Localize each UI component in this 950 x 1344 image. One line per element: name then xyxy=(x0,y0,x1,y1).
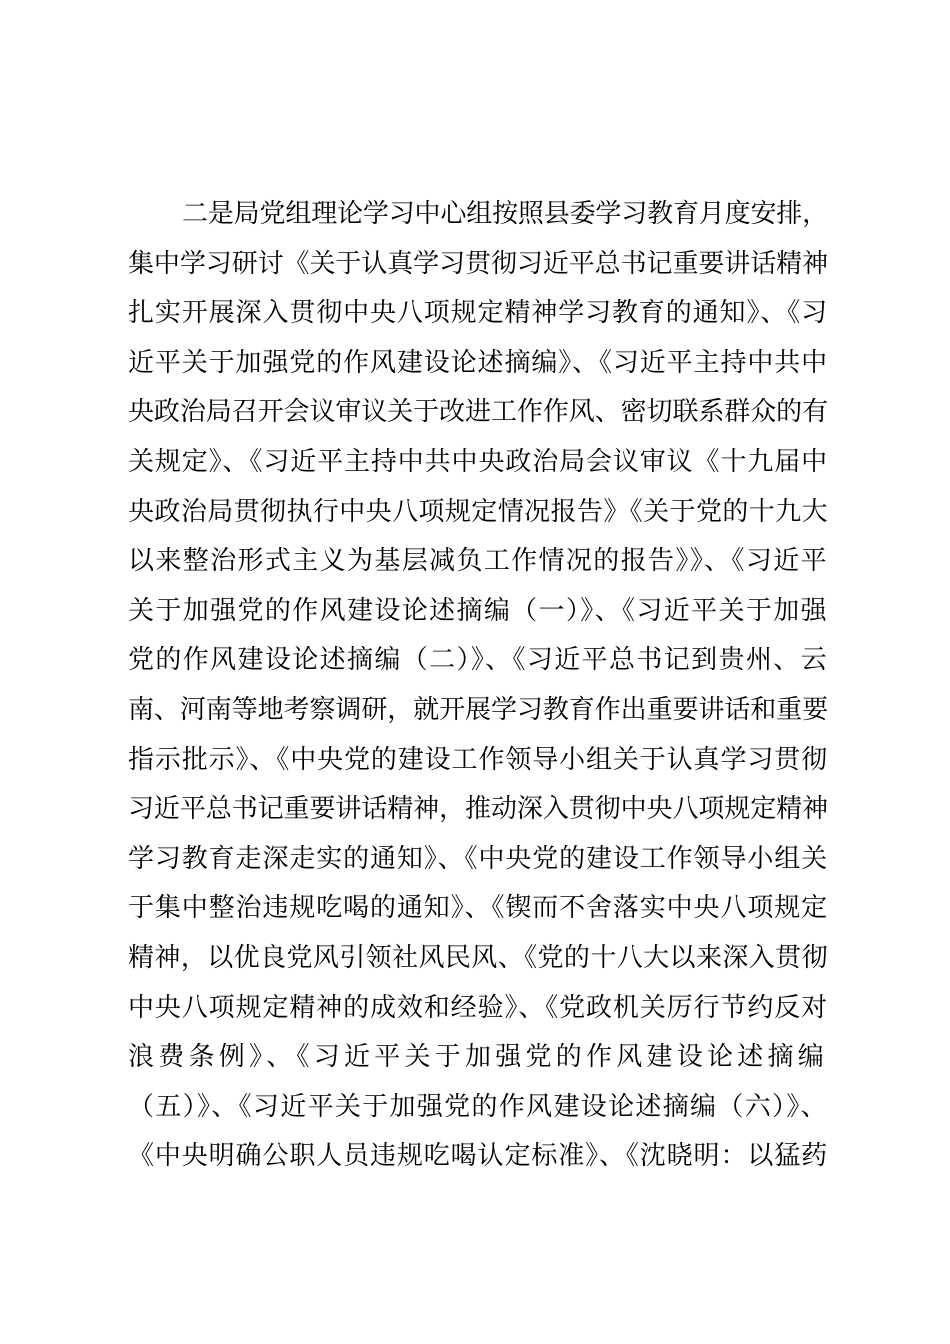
paragraph-line: 关于加强党的作风建设论述摘编（一）》、《习近平关于加强 xyxy=(128,595,828,626)
paragraph-line: 扎实开展深入贯彻中央八项规定精神学习教育的通知》、《习 xyxy=(128,298,828,329)
paragraph-line: 央政治局召开会议审议关于改进工作作风、密切联系群众的有 xyxy=(128,397,828,428)
paragraph-line: （五）》、《习近平关于加强党的作风建设论述摘编（六）》、 xyxy=(128,1091,828,1122)
paragraph-line: 精神，以优良党风引领社风民风、《党的十八大以来深入贯彻 xyxy=(128,942,828,973)
paragraph-line: 指示批示》、《中央党的建设工作领导小组关于认真学习贯彻 xyxy=(128,744,828,775)
paragraph-line: 央政治局贯彻执行中央八项规定情况报告》《关于党的十九大 xyxy=(128,496,828,527)
paragraph-line: 《中央明确公职人员违规吃喝认定标准》、《沈晓明：以猛药 xyxy=(128,1141,828,1172)
paragraph-line: 二是局党组理论学习中心组按照县委学习教育月度安排， xyxy=(182,199,828,229)
paragraph-line: 近平关于加强党的作风建设论述摘编》、《习近平主持中共中 xyxy=(128,347,828,378)
paragraph-line: 党的作风建设论述摘编（二）》、《习近平总书记到贵州、云 xyxy=(128,645,828,676)
paragraph-line: 南、河南等地考察调研，就开展学习教育作出重要讲话和重要 xyxy=(128,694,828,725)
paragraph-line: 集中学习研讨《关于认真学习贯彻习近平总书记重要讲话精神 xyxy=(128,248,828,279)
paragraph-line: 习近平总书记重要讲话精神，推动深入贯彻中央八项规定精神 xyxy=(128,794,828,825)
paragraph-line: 中央八项规定精神的成效和经验》、《党政机关厉行节约反对 xyxy=(128,992,828,1023)
paragraph-line: 关规定》、《习近平主持中共中央政治局会议审议《十九届中 xyxy=(128,446,828,477)
paragraph-line: 浪费条例》、《习近平关于加强党的作风建设论述摘编 xyxy=(128,1042,828,1073)
paragraph-line: 学习教育走深走实的通知》、《中央党的建设工作领导小组关 xyxy=(128,843,828,874)
paragraph-line: 以来整治形式主义为基层减负工作情况的报告》》、《习近平 xyxy=(128,546,828,577)
body-paragraph xyxy=(128,190,828,1182)
paragraph-line: 于集中整治违规吃喝的通知》、《锲而不舍落实中央八项规定 xyxy=(128,893,828,924)
